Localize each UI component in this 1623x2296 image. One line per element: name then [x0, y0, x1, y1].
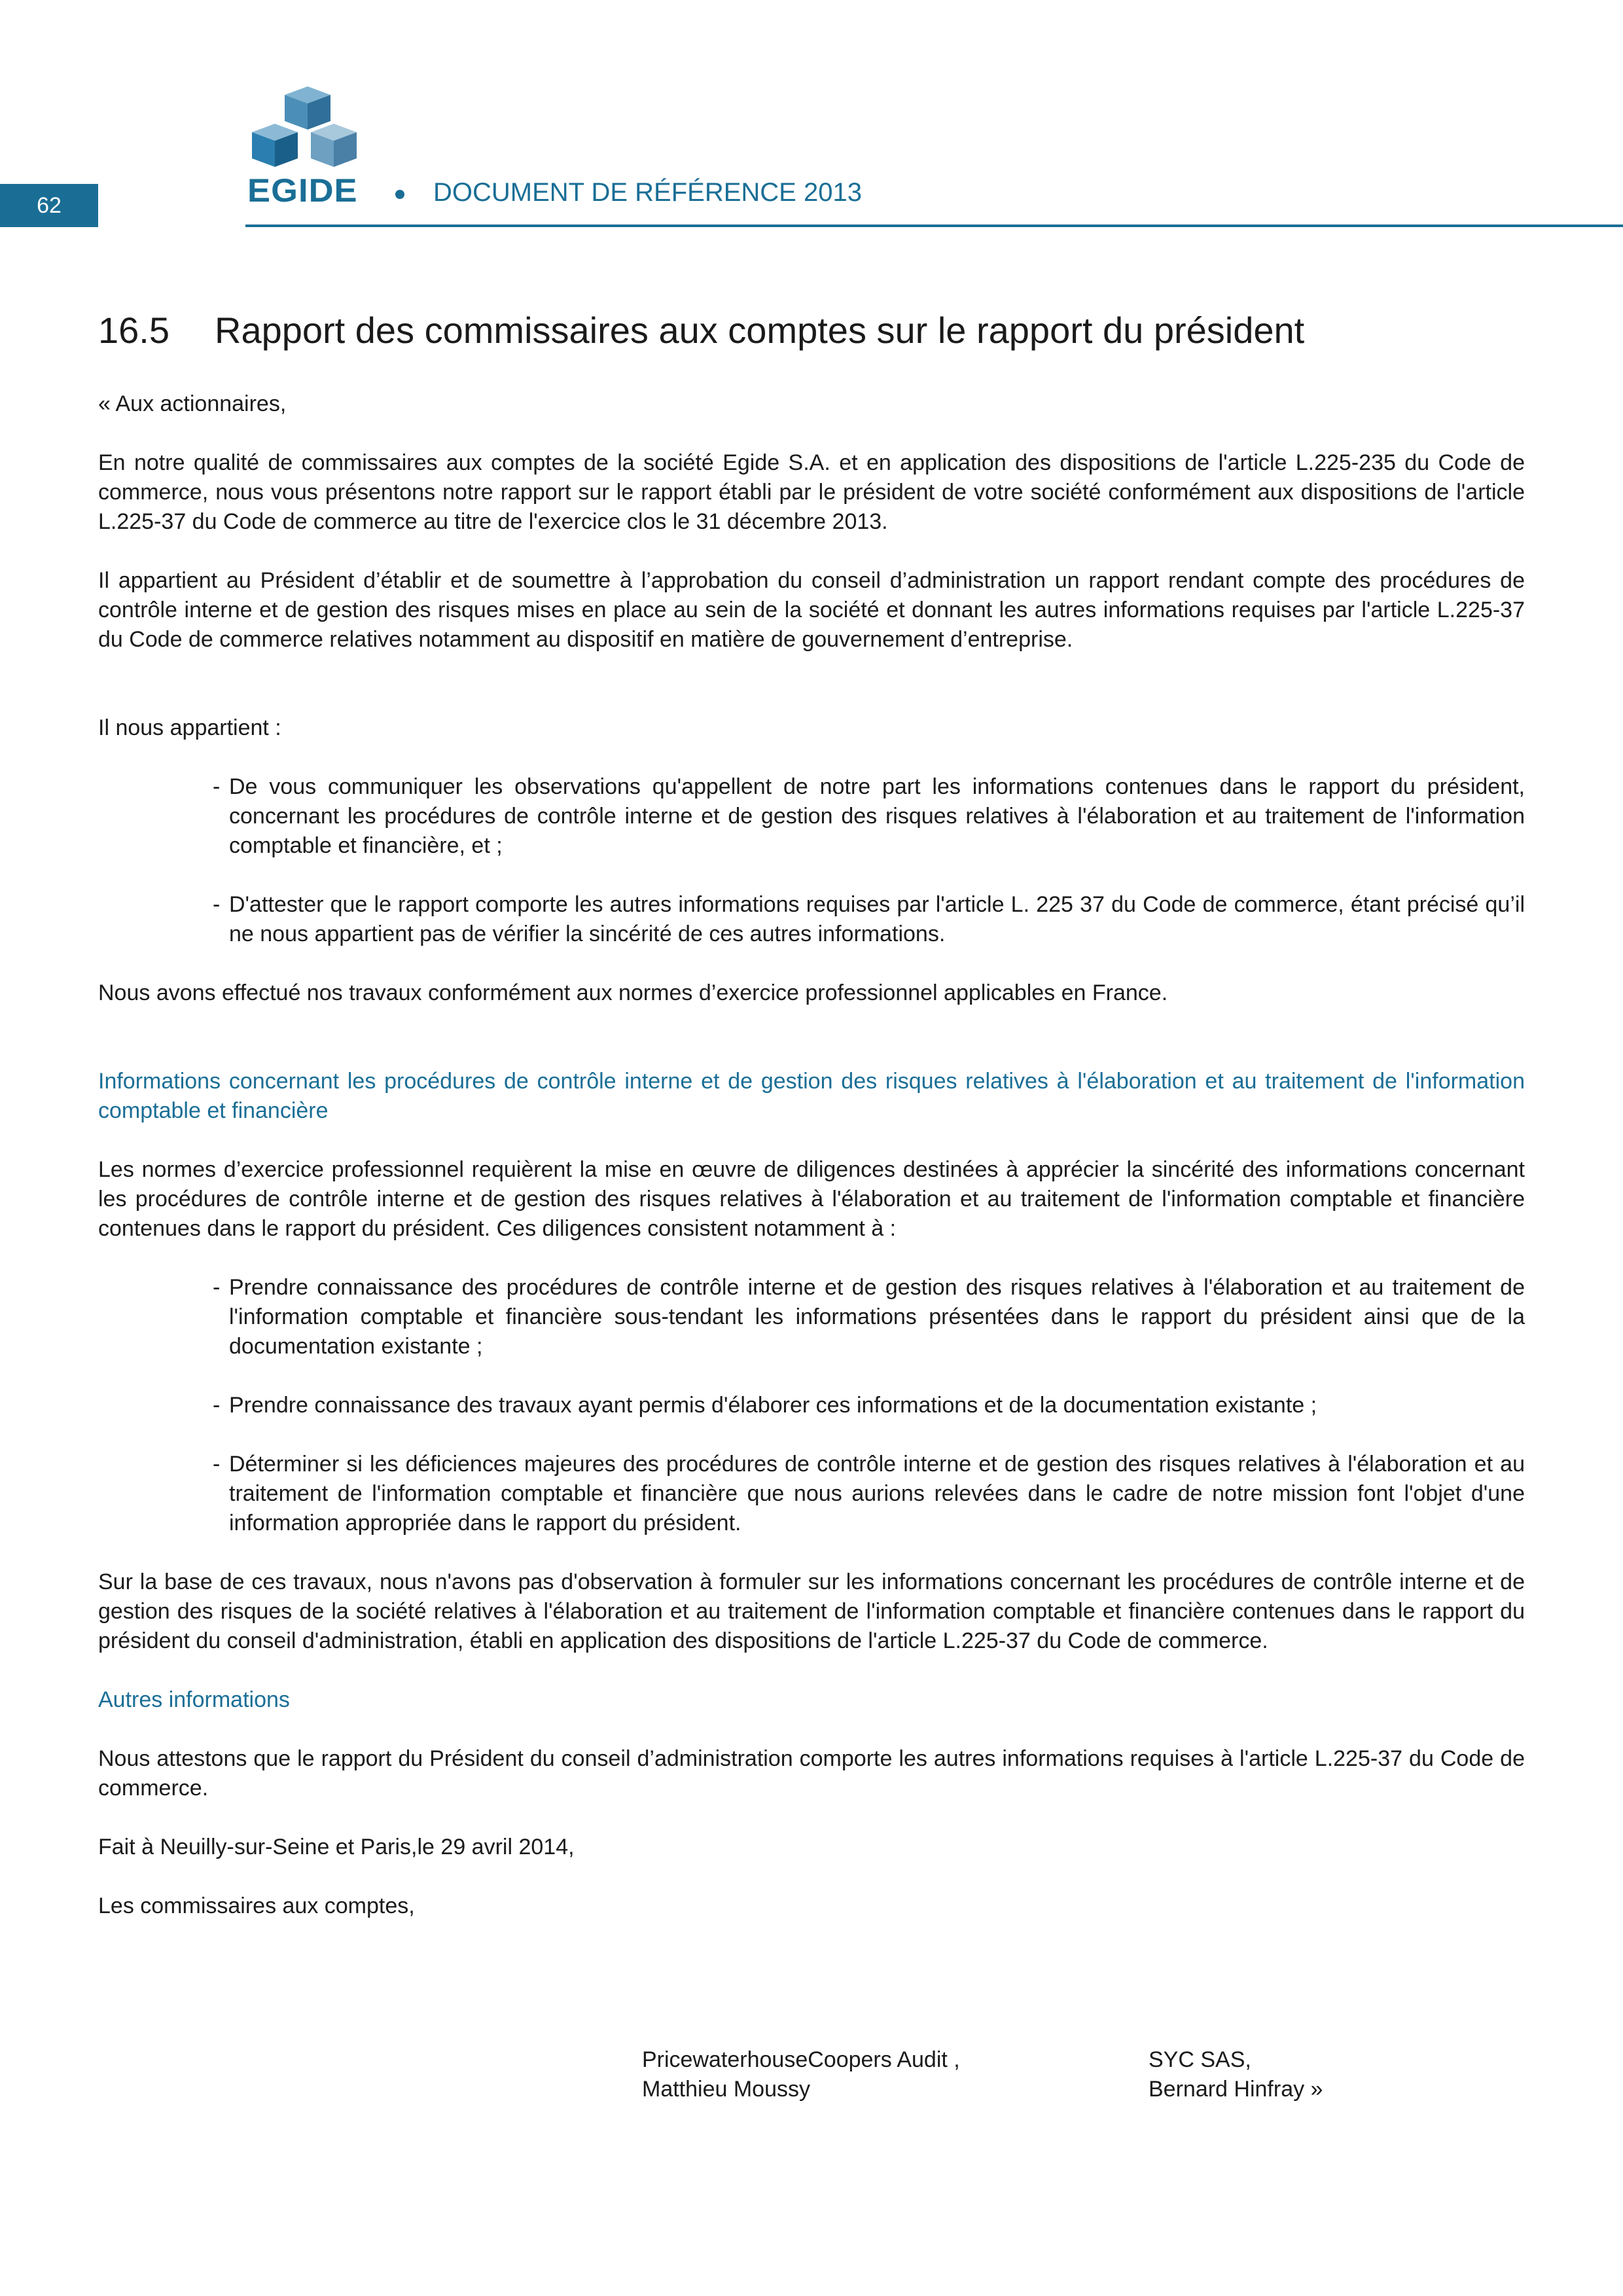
signature-firm: SYC SAS, — [1149, 2047, 1251, 2072]
header-rule — [245, 224, 1623, 227]
paragraph-2: Il appartient au Président d’établir et de soumettre à l’approbation du conseil d’administration un rapport rendant compte des procédures de contrôle interne et de gestion des risques mises en place au sein de la société et donnant les autres informations requises par l'article L.225-37 du Code de commerce relatives notamment au dispositif en matière de gouvernement d’entreprise. — [98, 568, 1525, 652]
diligences-list — [98, 1273, 1525, 1538]
paragraph-6: Sur la base de ces travaux, nous n'avons pas d'observation à formuler sur les informations concernant les procédures de contrôle interne et de gestion des risques de la société relatives à l'élaboration et au traitement de l'information comptable et financière contenues dans le rapport du président du conseil d'administration, établi en application des dispositions de l'article L.225-37 du Code de commerce. — [98, 1570, 1525, 1653]
signature-right — [1149, 2045, 1323, 2104]
signature-firm: PricewaterhouseCoopers Audit , — [642, 2047, 960, 2072]
subheading-autres-informations: Autres informations — [98, 1687, 290, 1712]
list-item: - Déterminer si les déficiences majeures des procédures de contrôle interne et de gestion des risques relatives à l'élaboration et au traitement de l'information comptable et financière que nous aurions relevées dans le cadre de notre mission font l'objet d'une information appropriée dans le rapport du président. — [213, 1450, 1525, 1538]
paragraph-7: Nous attestons que le rapport du Président du conseil d’administration comporte les autres informations requises à l'article L.225-37 du Code de commerce. — [98, 1746, 1525, 1801]
paragraph-3: Il nous appartient : — [98, 715, 281, 740]
paragraph-4: Nous avons effectué nos travaux conformément aux normes d’exercice professionnel applicables en France. — [98, 980, 1168, 1005]
document-title: DOCUMENT DE RÉFÉRENCE 2013 — [433, 178, 862, 207]
paragraph-9: Les commissaires aux comptes, — [98, 1893, 415, 1918]
paragraph-8: Fait à Neuilly-sur-Seine et Paris,le 29 avril 2014, — [98, 1835, 575, 1859]
subheading-controle-interne: Informations concernant les procédures de contrôle interne et de gestion des risques relatives à l'élaboration et au traitement de l'information comptable et financière — [98, 1069, 1525, 1123]
report-body — [98, 308, 1525, 1950]
signature-name: Matthieu Moussy — [642, 2077, 810, 2102]
signature-left — [642, 2045, 960, 2104]
list-item: - Prendre connaissance des procédures de contrôle interne et de gestion des risques relatives à l'élaboration et au traitement de l'information comptable et financière sous-tendant les informations présentées dans le rapport du président ainsi que de la documentation existante ; — [213, 1273, 1525, 1361]
section-number: 16.5 — [98, 310, 169, 351]
paragraph-1: En notre qualité de commissaires aux comptes de la société Egide S.A. et en application des dispositions de l'article L.225-235 du Code de commerce, nous vous présentons notre rapport sur le rapport établi par le président de votre société conformément aux dispositions de l'article L.225-37 du Code de commerce au titre de l'exercice clos le 31 décembre 2013. — [98, 450, 1525, 534]
greeting: « Aux actionnaires, — [98, 391, 287, 416]
spacer — [98, 684, 1525, 713]
list-item: - D'attester que le rapport comporte les autres informations requises par l'article L. 225 37 du Code de commerce, étant précisé qu’il ne nous appartient pas de vérifier la sincérité de ces autres informations. — [213, 890, 1525, 949]
spacer — [98, 1037, 1525, 1067]
signature-name: Bernard Hinfray » — [1149, 2077, 1323, 2102]
obligations-list — [98, 772, 1525, 949]
header-bullet — [395, 190, 404, 199]
list-item: - Prendre connaissance des travaux ayant permis d'élaborer ces informations et de la documentation existante ; — [213, 1391, 1525, 1420]
logo-wordmark: EGIDE — [247, 172, 358, 209]
paragraph-5: Les normes d’exercice professionnel requièrent la mise en œuvre de diligences destinées à apprécier la sincérité des informations concernant les procédures de contrôle interne et de gestion des risques relatives à l'élaboration et au traitement de l'information comptable et financière contenues dans le rapport du président. Ces diligences consistent notamment à : — [98, 1157, 1525, 1241]
section-heading — [98, 308, 1525, 353]
section-title: Rapport des commissaires aux comptes sur le rapport du président — [215, 310, 1305, 351]
page-number: 62 — [0, 184, 98, 227]
list-item: - De vous communiquer les observations qu'appellent de notre part les informations contenues dans le rapport du président, concernant les procédures de contrôle interne et de gestion des risques relatives à l'élaboration et au traitement de l'information comptable et financière, et ; — [213, 772, 1525, 861]
